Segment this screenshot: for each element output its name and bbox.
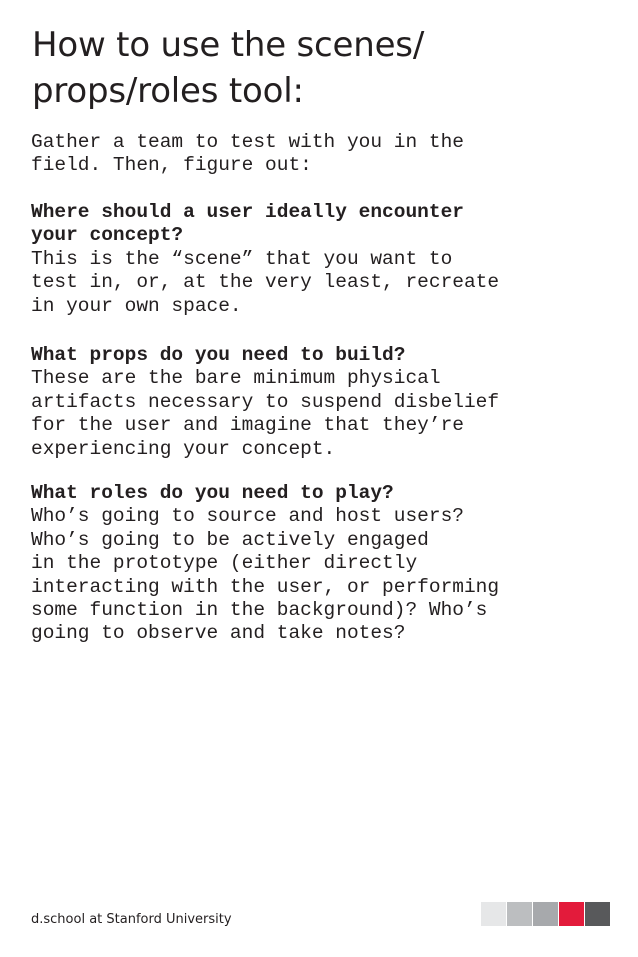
answer-line: This is the “scene” that you want to — [31, 247, 453, 270]
props-question — [31, 344, 621, 367]
props-answer — [31, 367, 621, 461]
answer-line: going to observe and take notes? — [31, 622, 406, 645]
intro-line: Gather a team to test with you in the — [31, 131, 464, 153]
color-swatch-strip — [481, 902, 611, 926]
answer-line: test in, or, at the very least, recreate — [31, 271, 500, 294]
page-title — [32, 22, 592, 114]
answer-line: artifacts necessary to suspend disbelief — [31, 390, 500, 413]
intro-line: field. Then, figure out: — [31, 154, 312, 177]
props-section — [31, 344, 621, 461]
question-line: Where should a user ideally encounter — [31, 201, 464, 223]
answer-line: These are the bare minimum physical — [31, 367, 441, 390]
answer-line: for the user and imagine that they’re — [31, 414, 464, 437]
title-line: props/roles tool: — [32, 71, 304, 111]
question-line: What props do you need to build? — [31, 344, 406, 366]
answer-line: experiencing your concept. — [31, 437, 336, 460]
question-line: your concept? — [31, 224, 184, 247]
color-swatch — [533, 902, 558, 926]
answer-line: Who’s going to source and host users? — [31, 505, 464, 528]
intro-paragraph — [31, 131, 621, 178]
color-swatch — [507, 902, 532, 926]
scene-question — [31, 201, 621, 248]
color-swatch — [585, 902, 610, 926]
answer-line: Who’s going to be actively engaged — [31, 528, 429, 551]
footer-credit: d.school at Stanford University — [31, 912, 232, 927]
scene-section — [31, 201, 621, 318]
answer-line: in the prototype (either directly — [31, 552, 418, 575]
title-line: How to use the scenes/ — [32, 25, 425, 65]
roles-question — [31, 482, 621, 505]
answer-line: in your own space. — [31, 294, 242, 317]
answer-line: interacting with the user, or performing — [31, 575, 500, 598]
answer-line: some function in the background)? Who’s — [31, 599, 488, 622]
question-line: What roles do you need to play? — [31, 482, 394, 504]
scene-answer — [31, 248, 621, 318]
roles-section — [31, 482, 621, 646]
color-swatch — [481, 902, 506, 926]
roles-answer — [31, 505, 621, 645]
color-swatch — [559, 902, 584, 926]
